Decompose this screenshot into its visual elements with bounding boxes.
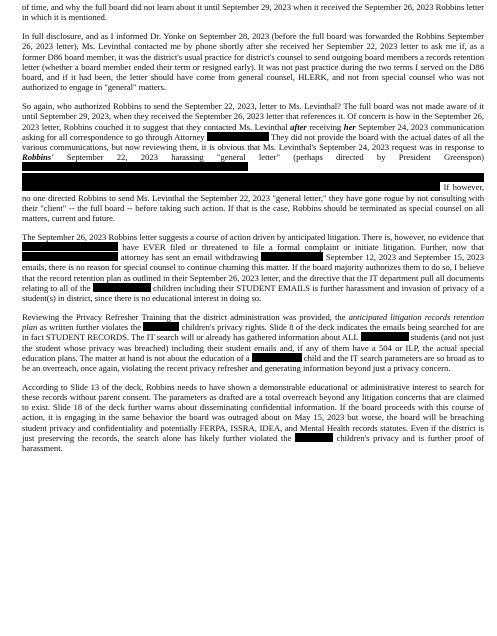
- redaction-box: [22, 162, 248, 171]
- p3-text-b: receiving: [306, 121, 344, 132]
- redaction-box: [22, 242, 118, 251]
- redaction-box: [261, 252, 323, 261]
- paragraph-3: [22, 101, 484, 223]
- redaction-box: [93, 283, 151, 292]
- p3-emph-after: after: [290, 121, 307, 132]
- redaction-box: [252, 353, 302, 362]
- p4-text-b: have EVER filed or threatened to file a formal complaint or initiate litigation. Further, now that: [118, 242, 484, 253]
- p5-text-b: as written further violates the: [37, 322, 144, 333]
- p5-text-a: Reviewing the Privacy Refresher Training that the district administration was provided, the: [22, 312, 349, 323]
- p1-text: of time, and why the full board did not learn about it until September 29, 2023 when it received the September 26, 2023 Robbins letter in which it is mentioned.: [22, 2, 484, 23]
- document-page: [22, 2, 484, 462]
- paragraph-4: [22, 232, 484, 303]
- p3-text-d: They did not provide the board with the actual dates of all the various communications, but now reviewing them, it is obvious that Ms. Levinthal's September 24, 2023 request was in response to: [22, 131, 484, 152]
- p6-text-a: According to Slide 13 of the deck, Robbins needs to have shown a demonstrable educational or administrative interest to search for these records without parent consent. The parameters as drafted are a total overreach beyond any litigation concerns that are claimed to exist. Slide 18 of the deck further warns about disseminating confidential information. If the board proceeds with this course of action, it is engaging in the same behavior the board was outraged about on May 15, 2023 but worse, the board will be breaching student privacy and confidentiality and potentially FERPA, ISSRA, IDEA, and Mental Health records statutes. Even if the district is just preserving the records, the search alone has likely further violated the: [22, 382, 484, 443]
- redaction-box: [143, 322, 179, 331]
- redaction-box: [22, 252, 118, 261]
- p4-text-d: September 12, 2023 and September 15, 2023 emails, there is no reason for special counsel to continue churning this matter. If the board majority authorizes them to do so, I believe that the record retention plan as outlined in their September 26, 2023 letter, and the directive that the IT department pull all documents relating to all of the: [22, 252, 485, 293]
- p3-text-a: So again, who authorized Robbins to send the September 22, 2023, letter to Ms. Levinthal? The full board was not made aware of it until September 29, 2023, when they received the September 26, 2023 letter that references it. Of concern is how in the September 26, 2023 letter, Robbins couched it to suggest that they contacted Ms. Levinthal: [22, 101, 484, 132]
- paragraph-5: [22, 312, 484, 373]
- p3-emph-robbins: Robbins': [22, 152, 54, 163]
- p5-italic-phrase: anticipated litigation records retention plan: [22, 312, 484, 333]
- p4-text-c: attorney has sent an email withdrawing: [118, 252, 262, 263]
- redaction-box: [22, 173, 484, 182]
- p3-text-e: September 22, 2023 harassing "general letter" (perhaps directed by President Greenspon): [53, 152, 484, 163]
- paragraph-6: [22, 382, 484, 453]
- redaction-box: [22, 182, 440, 191]
- p5-text-d: students (and not just the student whose privacy was breached) including their student emails and, if any of them have a 504 or ILP, the actual special education plans. The matter at hand is not about the education of a: [22, 332, 485, 363]
- p6-text-b: children's privacy and is further proof of harassment.: [22, 432, 484, 453]
- paragraph-2: [22, 31, 484, 92]
- redaction-box: [361, 332, 409, 341]
- p3-text-f: If however, no one directed Robbins to send Ms. Levinthal the September 22, 2023 "general letter," they have gone rogue by not consulting with their "client" -- the full board -- before taking such action. If that is the case, Robbins should be terminated as special counsel on all matters, current and future.: [22, 182, 484, 223]
- redaction-box: [207, 132, 269, 141]
- p5-text-c: children's privacy rights. Slide 8 of the deck indicates the emails being searched for are in fact STUDENT RECORDS. The IT search will or already has gathered information about ALL: [22, 322, 484, 343]
- p4-text-e: children including their STUDENT EMAILS is further harassment and invasion of privacy of a student(s) in district, since there is no educational interest in doing so.: [22, 282, 484, 303]
- p4-text-a: The September 26, 2023 Robbins letter suggests a course of action driven by anticipated litigation. There is, however, no evidence that: [22, 231, 484, 242]
- p3-emph-her: her: [343, 121, 356, 132]
- redaction-box: [295, 433, 333, 442]
- p3-text-c: September 24, 2023 communication asking for all correspondence to go through Attorney: [22, 121, 484, 142]
- paragraph-1: [22, 2, 484, 22]
- p2-text: In full disclosure, and as I informed Dr. Yonke on September 28, 2023 (before the full board was forwarded the Robbins September 26, 2023 letter), Ms. Levinthal contacted me by phone shortly after she received her September 22, 2023 letter to ask me if, as a former D86 board member, it was the district's usual practice for district's counsel to send outgoing board members a records retention letter (whether a board member ended their term or resigned early). It was not past practice during the two terms I served on the D86 board, and if it had been, the letter should have come from general counsel, HLERK, and not from special counsel who was not authorized to engage in "general" matters.: [22, 31, 484, 93]
- p5-text-e: child and the IT search parameters are so broad as to be an overreach, once again, violating the recent privacy refresher and generating information beyond just a privacy concern.: [22, 352, 485, 373]
